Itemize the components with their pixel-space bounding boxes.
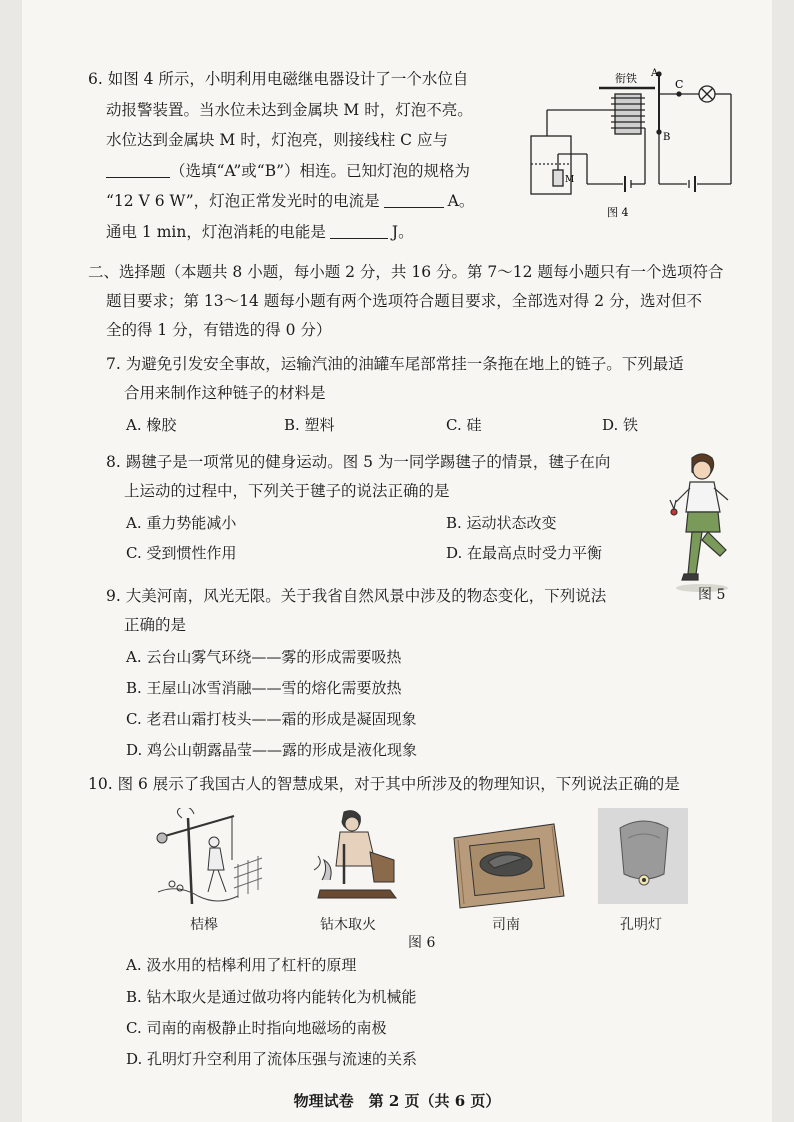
q8-option-d[interactable]: D. 在最高点时受力平衡 [446, 544, 603, 562]
q6-line-1: 6. 如图 4 所示，小明利用电磁继电器设计了一个水位自 [88, 70, 469, 88]
figure-6-sinan-image [448, 818, 568, 910]
q10-line-1: 10. 图 6 展示了我国古人的智慧成果，对于其中所涉及的物理知识，下列说法正确的是 [88, 775, 680, 793]
q6-line-6-unit: J。 [391, 222, 414, 241]
q9-line-2: 正确的是 [124, 616, 187, 634]
figure-5-shuttlecock-kicker-image [664, 448, 744, 598]
figure-4-label-a: A [651, 68, 659, 79]
figure-4-label-b: B [663, 132, 671, 143]
q9-option-c[interactable]: C. 老君山霜打枝头——霜的形成是凝固现象 [126, 710, 417, 728]
q9-option-d[interactable]: D. 鸡公山朝露晶莹——露的形成是液化现象 [126, 741, 418, 759]
q6-line-6 [88, 217, 528, 248]
figure-6-zuanmu-quhuo-image [300, 808, 410, 908]
q10-option-c[interactable]: C. 司南的南极静止时指向地磁场的南极 [126, 1019, 387, 1037]
q7-option-c[interactable]: C. 硅 [446, 416, 482, 434]
figure-6-label-kongming-lantern: 孔明灯 [620, 917, 662, 933]
section-2-instructions [88, 258, 758, 345]
q7-option-d[interactable]: D. 铁 [602, 416, 639, 434]
figure-6-kongming-lantern-image [598, 808, 688, 904]
figure-4-caption: 图 4 [607, 206, 629, 219]
q6-line-5 [88, 186, 528, 217]
q6-line-5-unit: A。 [447, 192, 475, 210]
figure-4-label-armature: 衔铁 [615, 72, 637, 85]
q7-option-a[interactable]: A. 橡胶 [126, 416, 177, 434]
q7-option-b[interactable]: B. 塑料 [284, 416, 335, 434]
q8-line-1: 8. 踢毽子是一项常见的健身运动。图 5 为一同学踢毽子的情景，毽子在向 [106, 453, 611, 471]
figure-6-label-jiegao: 桔槔 [190, 917, 218, 933]
section-2-line-1: 二、选择题（本题共 8 小题，每小题 2 分，共 16 分。第 7～12 题每小题只有一个选项符合 [88, 263, 724, 281]
q6-line-2: 动报警装置。当水位未达到金属块 M 时，灯泡不亮。 [106, 100, 473, 119]
page-footer: 物理试卷 第 2 页（共 6 页） [293, 1092, 501, 1110]
q6-line-4 [88, 156, 528, 187]
figure-6-jiegao-image [154, 808, 266, 908]
q8-option-c[interactable]: C. 受到惯性作用 [126, 544, 237, 562]
q10-option-a[interactable]: A. 汲水用的桔槔利用了杠杆的原理 [126, 956, 357, 974]
q7-line-1: 7. 为避免引发安全事故，运输汽油的油罐车尾部常挂一条拖在地上的链子。下列最适 [106, 355, 684, 373]
figure-4-label-c: C [675, 78, 684, 91]
figure-5-caption: 图 5 [698, 587, 726, 603]
q6-line-6-text: 通电 1 min，灯泡消耗的电能是 [106, 222, 326, 241]
q6-line-3: 水位达到金属块 M 时，灯泡亮，则接线柱 C 应与 [106, 131, 448, 149]
question-7 [106, 350, 756, 408]
section-2-line-3: 全的得 1 分，有错选的得 0 分） [106, 321, 332, 339]
figure-4-label-m: M [565, 175, 575, 185]
q8-line-2: 上运动的过程中，下列关于毽子的说法正确的是 [124, 482, 450, 500]
figure-6-label-zuanmu-quhuo: 钻木取火 [320, 917, 376, 933]
question-9 [106, 582, 666, 640]
figure-4-circuit-diagram [527, 64, 737, 224]
q8-option-b[interactable]: B. 运动状态改变 [446, 514, 557, 532]
q10-option-b[interactable]: B. 钻木取火是通过做功将内能转化为机械能 [126, 988, 417, 1006]
answer-blank-2[interactable] [384, 189, 444, 208]
q8-option-a[interactable]: A. 重力势能减小 [126, 514, 237, 532]
answer-blank-3[interactable] [330, 220, 388, 239]
q9-line-1: 9. 大美河南，风光无限。关于我省自然风景中涉及的物态变化，下列说法 [106, 587, 607, 605]
q7-line-2: 合用来制作这种链子的材料是 [124, 384, 326, 402]
q6-line-5-text: “12 V 6 W”，灯泡正常发光时的电流是 [106, 192, 380, 210]
answer-blank-1[interactable] [106, 159, 170, 178]
q10-option-d[interactable]: D. 孔明灯升空利用了流体压强与流速的关系 [126, 1050, 418, 1068]
q9-option-b[interactable]: B. 王屋山冰雪消融——雪的熔化需要放热 [126, 679, 402, 697]
q9-option-a[interactable]: A. 云台山雾气环绕——雾的形成需要吸热 [126, 648, 402, 666]
figure-6-caption: 图 6 [408, 935, 436, 951]
question-10 [88, 770, 768, 799]
q6-line-4-text: （选填“A”或“B”）相连。已知灯泡的规格为 [170, 161, 471, 180]
question-8 [106, 448, 666, 506]
section-2-line-2: 题目要求；第 13～14 题每小题有两个选项符合题目要求，全部选对得 2 分，选对但不 [106, 292, 703, 310]
question-6 [88, 64, 528, 247]
figure-6-label-sinan: 司南 [492, 917, 520, 933]
